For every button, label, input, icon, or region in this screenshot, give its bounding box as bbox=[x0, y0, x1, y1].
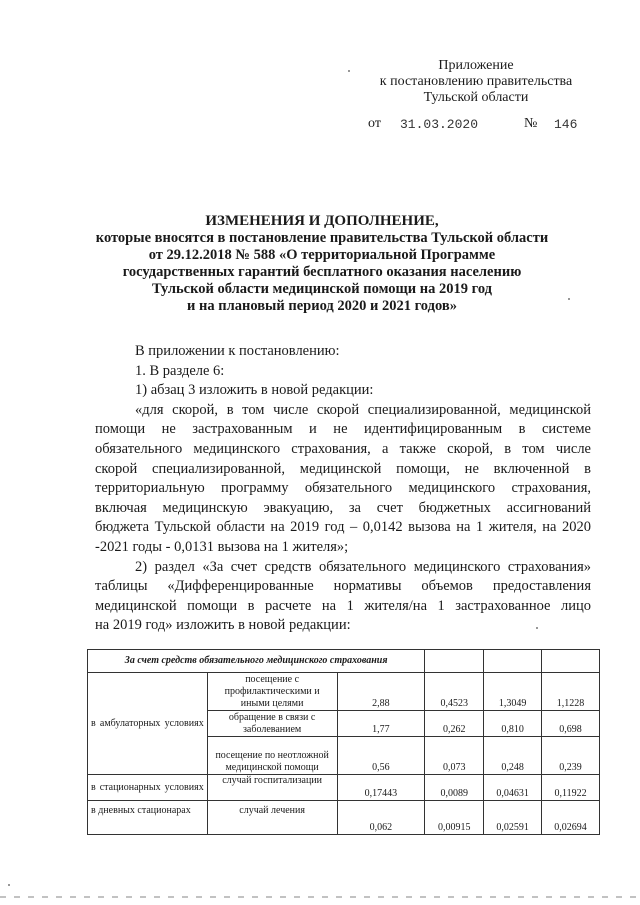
title-line-3: от 29.12.2018 № 588 «О территориальной Программе bbox=[148, 247, 496, 263]
table-unit: случай лечения bbox=[207, 801, 337, 835]
table-row bbox=[88, 775, 600, 801]
table-category: в стационарных условиях bbox=[88, 775, 208, 801]
paragraph-intro: В приложении к постановлению: bbox=[135, 343, 340, 359]
volumes-table bbox=[87, 649, 600, 835]
paragraph-item-1: 1) абзац 3 изложить в новой редакции: bbox=[135, 382, 374, 399]
table-unit: случай госпитализации bbox=[207, 775, 337, 801]
quote-line: помощи не застрахованным и не идентифицированным в системе bbox=[95, 421, 591, 438]
scan-speck bbox=[568, 298, 570, 300]
item2-line: таблицы «Дифференцированные нормативы объемов предоставления bbox=[95, 578, 591, 595]
scan-edge-artifact bbox=[0, 896, 640, 898]
quote-line: включая медицинскую эвакуацию, за счет бюджетных ассигнований bbox=[95, 499, 591, 516]
annex-line-1: Приложение bbox=[438, 58, 514, 73]
title-line-2: которые вносятся в постановление правительства Тульской области bbox=[95, 230, 549, 246]
ref-from-label: от bbox=[368, 116, 381, 131]
quote-line: бюджета Тульской области на 2019 год – 0,0142 вызова на 1 жителя, на 2020 bbox=[95, 519, 591, 536]
item2-line: медицинской помощи в расчете на 1 жителя/на 1 застрахованное лицо bbox=[95, 597, 591, 614]
table-value: 0,810 bbox=[484, 711, 542, 737]
title-line-4: государственных гарантий бесплатного оказания населению bbox=[122, 264, 522, 280]
table-value: 1,3049 bbox=[484, 673, 542, 711]
scan-speck bbox=[348, 70, 350, 72]
table-value: 0,11922 bbox=[542, 775, 600, 801]
quote-line: скорой специализированной, медицинской помощи, не включенной в bbox=[95, 460, 591, 477]
table-unit: посещение с профилактическими и иными целями bbox=[207, 673, 337, 711]
title-line-6: и на плановый период 2020 и 2021 годов» bbox=[187, 298, 457, 314]
table-unit: обращение в связи с заболеванием bbox=[207, 711, 337, 737]
table-header-row bbox=[88, 650, 600, 673]
ref-number: 146 bbox=[554, 117, 578, 132]
table-unit: посещение по неотложной медицинской помощи bbox=[207, 737, 337, 775]
table-header: За счет средств обязательного медицинского страхования bbox=[88, 650, 425, 673]
scan-speck bbox=[536, 627, 538, 629]
item2-line: 2) раздел «За счет средств обязательного медицинского страхования» bbox=[135, 558, 591, 575]
quote-line: обязательного медицинского страхования, а также скорой, в том числе bbox=[95, 440, 591, 457]
quote-line: «для скорой, в том числе скорой специализированной, медицинской bbox=[135, 401, 591, 418]
table-category: в амбулаторных условиях bbox=[88, 673, 208, 775]
table-row bbox=[88, 673, 600, 711]
annex-line-3: Тульской области bbox=[423, 90, 529, 105]
table-value: 0,56 bbox=[337, 737, 425, 775]
ref-date: 31.03.2020 bbox=[400, 117, 479, 132]
annex-line-2: к постановлению правительства bbox=[379, 74, 573, 89]
table-value: 0,17443 bbox=[337, 775, 425, 801]
scan-speck bbox=[8, 884, 10, 886]
table-value: 1,1228 bbox=[542, 673, 600, 711]
table-value: 1,77 bbox=[337, 711, 425, 737]
quote-line: территориальную программу обязательного медицинского страхования, bbox=[95, 480, 591, 497]
paragraph-section: 1. В разделе 6: bbox=[135, 362, 225, 379]
title-line-5: Тульской области медицинской помощи на 2019 год bbox=[152, 281, 492, 297]
table-value: 0,239 bbox=[542, 737, 600, 775]
table-value: 0,698 bbox=[542, 711, 600, 737]
quote-line-last: -2021 годы - 0,0131 вызова на 1 жителя»; bbox=[95, 538, 349, 555]
item2-line-last: на 2019 год» изложить в новой редакции: bbox=[95, 617, 351, 634]
table-value: 0,04631 bbox=[484, 775, 542, 801]
document-title bbox=[80, 213, 564, 315]
title-line-1: ИЗМЕНЕНИЯ И ДОПОЛНЕНИЕ, bbox=[205, 213, 439, 229]
paragraph-quote bbox=[95, 401, 591, 558]
table-row bbox=[88, 801, 600, 835]
table-value: 0,073 bbox=[425, 737, 484, 775]
table-value: 0,00915 bbox=[425, 801, 484, 835]
table-value: 0,02694 bbox=[542, 801, 600, 835]
table-category: в дневных стационарах bbox=[88, 801, 208, 835]
table-value: 0,062 bbox=[337, 801, 425, 835]
table-value: 0,248 bbox=[484, 737, 542, 775]
annex-block bbox=[366, 58, 586, 106]
table-value: 2,88 bbox=[337, 673, 425, 711]
paragraph-item-2 bbox=[95, 558, 591, 636]
table-value: 0,262 bbox=[425, 711, 484, 737]
ref-number-label: № bbox=[524, 116, 538, 131]
table-value: 0,0089 bbox=[425, 775, 484, 801]
body-text bbox=[95, 342, 591, 636]
table-value: 0,4523 bbox=[425, 673, 484, 711]
table-value: 0,02591 bbox=[484, 801, 542, 835]
